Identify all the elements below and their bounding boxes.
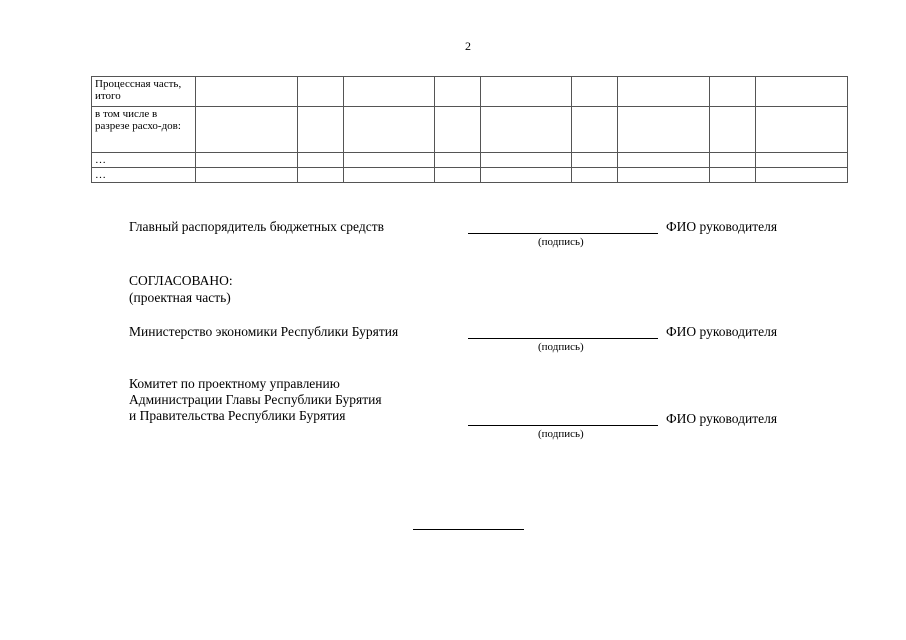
table-cell: [298, 153, 344, 168]
row-label: …: [92, 153, 196, 168]
row-label: …: [92, 168, 196, 183]
end-divider: [413, 529, 524, 530]
signature-caption: (подпись): [538, 341, 584, 353]
table-cell: [618, 168, 710, 183]
org-line: и Правительства Республики Бурятия: [129, 408, 346, 423]
table-cell: [435, 153, 481, 168]
table-cell: [196, 107, 298, 153]
approved-block: [129, 272, 233, 306]
table-cell: [298, 168, 344, 183]
table-cell: [710, 107, 756, 153]
table-cell: [435, 77, 481, 107]
signatory-org-multiline: [129, 376, 382, 424]
table-cell: [756, 153, 848, 168]
table-cell: [344, 77, 435, 107]
signature-line: [468, 411, 658, 426]
table-cell: [344, 153, 435, 168]
table-cell: [435, 107, 481, 153]
table-cell: [710, 77, 756, 107]
signature-caption: (подпись): [538, 428, 584, 440]
approved-subtitle: (проектная часть): [129, 290, 231, 305]
table-cell: [756, 77, 848, 107]
table-cell: [196, 153, 298, 168]
row-label: в том числе в разрезе расхо-дов:: [92, 107, 196, 153]
org-line: Комитет по проектному управлению: [129, 376, 340, 391]
fio-label: ФИО руководителя: [666, 324, 778, 339]
table-cell: [572, 107, 618, 153]
org-line: Администрации Главы Республики Бурятия: [129, 392, 382, 407]
signature-line: [468, 219, 658, 234]
table-cell: [298, 77, 344, 107]
table-row: [92, 107, 848, 153]
table-cell: [481, 153, 572, 168]
table-row: [92, 168, 848, 183]
table-cell: [710, 153, 756, 168]
page-number: 2: [465, 39, 471, 53]
table-cell: [756, 168, 848, 183]
fio-label: ФИО руководителя: [666, 219, 778, 234]
table-cell: [481, 168, 572, 183]
table-cell: [298, 107, 344, 153]
signatory-org: Главный распорядитель бюджетных средств: [129, 219, 384, 234]
table-cell: [618, 107, 710, 153]
signature-caption: (подпись): [538, 236, 584, 248]
fio-label: ФИО руководителя: [666, 411, 778, 426]
table-cell: [344, 107, 435, 153]
table-cell: [710, 168, 756, 183]
table-cell: [572, 153, 618, 168]
table-cell: [481, 77, 572, 107]
budget-table: [91, 76, 848, 183]
table-cell: [572, 168, 618, 183]
table-cell: [196, 168, 298, 183]
table-cell: [756, 107, 848, 153]
table-cell: [618, 153, 710, 168]
table-cell: [481, 107, 572, 153]
row-label: Процессная часть, итого: [92, 77, 196, 107]
approved-title: СОГЛАСОВАНО:: [129, 273, 233, 288]
table-row: [92, 77, 848, 107]
table-cell: [344, 168, 435, 183]
table-cell: [196, 77, 298, 107]
table-row: [92, 153, 848, 168]
table-cell: [435, 168, 481, 183]
signature-line: [468, 324, 658, 339]
signatory-org: Министерство экономики Республики Бурятия: [129, 324, 399, 339]
table-cell: [572, 77, 618, 107]
table-cell: [618, 77, 710, 107]
